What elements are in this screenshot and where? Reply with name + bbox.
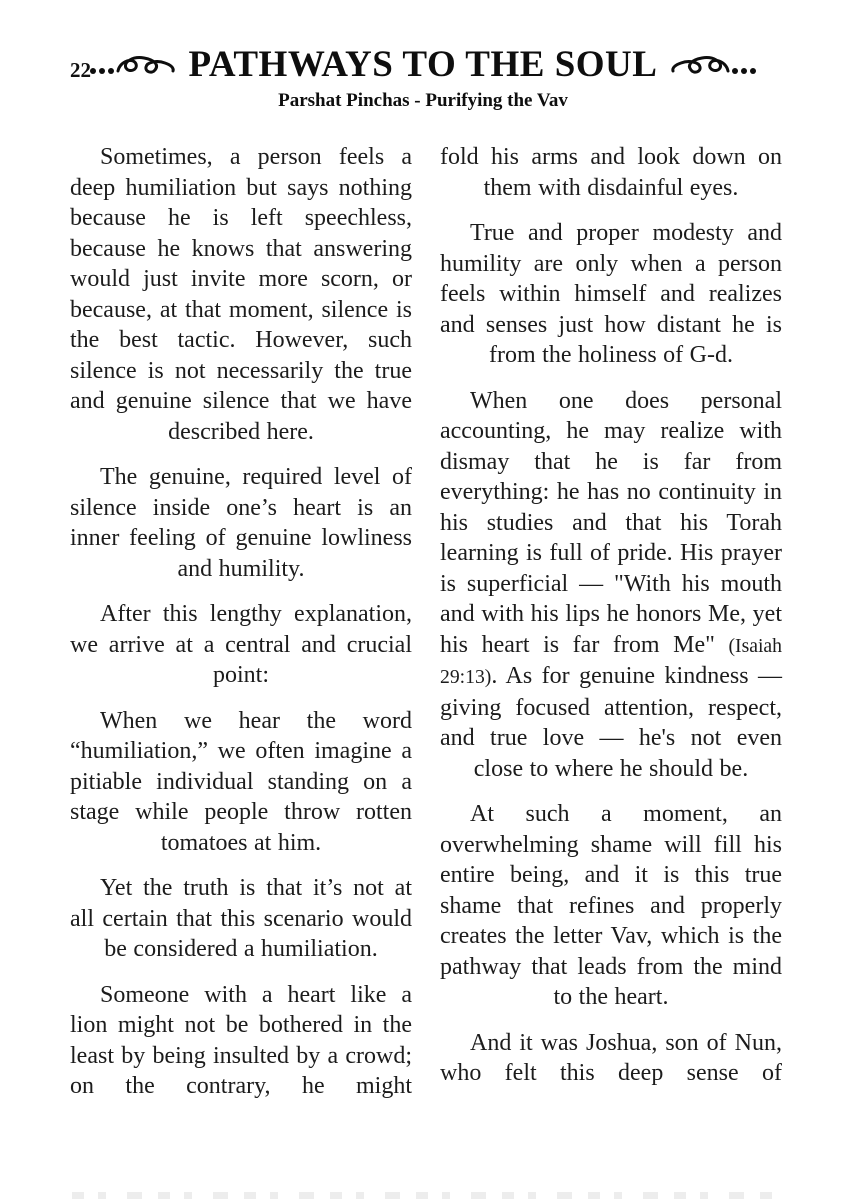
text-columns bbox=[0, 112, 846, 1117]
cutoff-text-remnant bbox=[72, 1192, 786, 1199]
citation-reference: (Isaiah 29:13) bbox=[440, 634, 782, 688]
paragraph-text: When one does personal accounting, he may realize with dismay that he is far from everything: he has no continuity in his studies and that his Torah learning is full of pride. His prayer is superficial — "With his mouth and with his lips he honors Me, yet his heart is far from Me" bbox=[440, 387, 782, 658]
paragraph-text: The genuine, required level of silence inside one’s heart is an inner feeling of genuine lowliness and humility. bbox=[70, 464, 412, 582]
paragraph bbox=[70, 706, 412, 859]
paragraph bbox=[70, 462, 412, 584]
paragraph-text: After this lengthy explanation, we arrive at a central and crucial point: bbox=[70, 601, 412, 688]
paragraph bbox=[440, 1028, 782, 1089]
paragraph bbox=[440, 386, 782, 785]
paragraph bbox=[70, 873, 412, 965]
paragraph-text: Yet the truth is that it’s not at all certain that this scenario would be considered a humiliation. bbox=[70, 875, 412, 962]
paragraph-text: And it was Joshua, son of Nun, who felt this deep sense of bbox=[440, 1029, 782, 1086]
paragraph-text: True and proper modesty and humility are only when a person feels within himself and realizes and senses just how distant he is from the holiness of G-d. bbox=[440, 220, 782, 368]
left-column bbox=[70, 142, 412, 1117]
page-number: 22 bbox=[70, 58, 91, 82]
paragraph bbox=[70, 599, 412, 691]
page-header bbox=[0, 0, 846, 112]
right-column bbox=[440, 142, 782, 1117]
paragraph-text: At such a moment, an overwhelming shame will fill his entire being, and it is this true shame that refines and properly creates the letter Vav, which is the pathway that leads from the mind to the heart. bbox=[440, 801, 782, 1010]
paragraph-text: . As for genuine kindness — giving focused attention, respect, and true love — he's not even close to where he should be. bbox=[440, 663, 782, 782]
paragraph-text: When we hear the word “humiliation,” we often imagine a pitiable individual standing on a stage while people throw rotten tomatoes at him. bbox=[70, 707, 412, 856]
chapter-subtitle: Parshat Pinchas - Purifying the Vav bbox=[278, 90, 568, 111]
flourish-scroll-left-icon bbox=[87, 51, 179, 79]
paragraph bbox=[440, 218, 782, 371]
paragraph-text: Sometimes, a person feels a deep humiliation but says nothing because he is left speechless, because he knows that answering would just invite more scorn, or because, at that moment, silence is the best tactic. However, such silence is not necessarily the true and genuine silence that we have described here. bbox=[70, 144, 412, 445]
book-title: PATHWAYS TO THE SOUL bbox=[188, 44, 658, 85]
paragraph bbox=[70, 142, 412, 447]
paragraph-text: Someone with a heart like a lion might not be bothered in the least by being insulted by a crowd; on the contrary, he might bbox=[70, 981, 412, 1099]
paragraph bbox=[70, 980, 412, 1102]
paragraph-text: fold his arms and look down on them with disdainful eyes. bbox=[440, 144, 782, 201]
paragraph bbox=[440, 799, 782, 1013]
title-row bbox=[0, 46, 846, 83]
flourish-scroll-right-icon bbox=[667, 51, 759, 79]
paragraph bbox=[440, 142, 782, 203]
